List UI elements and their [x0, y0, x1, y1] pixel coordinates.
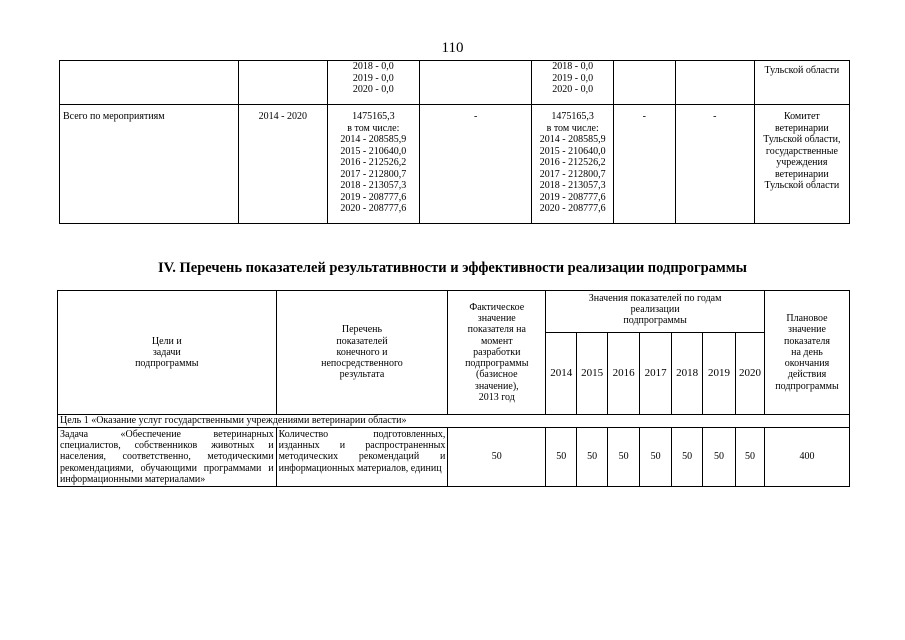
header-line: значение: [788, 324, 826, 336]
header-indicator-list: [276, 291, 448, 415]
funding-line: 2015 - 210640,0: [340, 145, 407, 157]
year-header: 2016: [608, 333, 640, 415]
header-actual-value: [448, 291, 546, 415]
header-line: на день: [791, 346, 823, 358]
task-row: [58, 428, 850, 487]
funding-line: 2020 - 0,0: [352, 84, 394, 95]
goal-row: [58, 415, 850, 428]
year-header: 2020: [736, 333, 765, 415]
funding-years-cell: [327, 61, 419, 105]
funding-line: 2015 - 210640,0: [539, 145, 606, 157]
executor-line: ветеринарии: [775, 122, 829, 134]
executor-line: государственные: [765, 145, 838, 157]
table-cell: [60, 61, 239, 105]
funding-line: 2019 - 208777,6: [539, 191, 606, 203]
funding-line: 2018 - 213057,3: [539, 180, 606, 191]
dash-cell: -: [675, 105, 754, 224]
year-header: 2018: [672, 333, 703, 415]
header-planned-value: [765, 291, 850, 415]
funding-line: 2014 - 208585,9: [340, 134, 407, 145]
header-line: показателя: [783, 335, 831, 347]
funding-years-cell: [532, 61, 613, 105]
header-line: момент: [480, 335, 513, 347]
header-line: (базисное: [476, 369, 518, 381]
funding-line: 2019 - 0,0: [552, 72, 594, 84]
year-header: 2019: [703, 333, 736, 415]
executor-line: ветеринарии: [775, 168, 829, 180]
header-line: результата: [339, 369, 385, 381]
header-line: Цели и: [151, 335, 182, 347]
table-cell: [419, 61, 531, 105]
indicators-table: [57, 290, 850, 487]
header-line: реализации: [630, 304, 680, 316]
funding-line: 2017 - 212800,7: [340, 168, 407, 180]
header-line: задачи: [152, 346, 181, 358]
year-value: 50: [608, 428, 640, 487]
total-funding-cell: [327, 105, 419, 224]
year-value: 50: [703, 428, 736, 487]
header-line: 2013 год: [478, 391, 515, 403]
table-cell: [613, 61, 675, 105]
funding-line: 2016 - 212526,2: [539, 157, 606, 168]
header-line: Значения показателей по годам: [588, 293, 722, 304]
executor-line: учреждения: [776, 157, 828, 168]
table-row: [60, 61, 850, 105]
table-row: [60, 105, 850, 224]
total-label: Всего по мероприятиям: [60, 105, 239, 224]
funding-line: 2014 - 208585,9: [539, 134, 606, 145]
header-line: конечного и: [336, 346, 388, 358]
funding-table: [59, 60, 850, 224]
header-line: окончания: [784, 358, 830, 370]
funding-line: 2020 - 0,0: [552, 84, 594, 95]
header-line: значение: [477, 313, 516, 325]
funding-line: в том числе:: [546, 122, 599, 134]
header-values-by-year: [546, 291, 765, 333]
year-value: 50: [577, 428, 608, 487]
year-header: 2015: [577, 333, 608, 415]
section-heading: IV. Перечень показателей результативности и эффективности реализации подпрограммы: [158, 260, 747, 276]
year-value: 50: [736, 428, 765, 487]
header-row: [58, 291, 850, 333]
table-cell: [238, 61, 327, 105]
funding-line: 2020 - 208777,6: [539, 203, 606, 214]
dash-cell: -: [613, 105, 675, 224]
funding-line: 1475165,3: [551, 111, 594, 122]
page-number: 110: [441, 40, 464, 56]
year-value: 50: [546, 428, 577, 487]
funding-line: 1475165,3: [352, 111, 395, 122]
funding-line: 2016 - 212526,2: [340, 157, 407, 168]
table-cell: [675, 61, 754, 105]
header-line: значение),: [474, 380, 519, 392]
budget-funding-cell: [532, 105, 613, 224]
header-line: Плановое: [786, 313, 828, 325]
actual-value: 50: [448, 428, 546, 487]
header-line: подпрограммы: [775, 380, 839, 392]
funding-line: 2020 - 208777,6: [340, 203, 407, 214]
executor-line: Тульской области: [764, 180, 840, 191]
executor-cell: Тульской области: [754, 61, 849, 105]
funding-line: 2018 - 213057,3: [340, 180, 407, 191]
indicator-text: Количество подготовленных, изданных и распространенных методических рекомендаций и информационных материалов, единиц: [276, 428, 448, 487]
header-line: Фактическое: [469, 302, 525, 314]
goal-text: Цель 1 «Оказание услуг государственными учреждениями ветеринарии области»: [58, 415, 850, 428]
year-header: 2014: [546, 333, 577, 415]
header-line: показателей: [336, 335, 388, 347]
funding-line: 2019 - 0,0: [352, 72, 394, 84]
header-line: подпрограммы: [623, 315, 687, 327]
header-line: подпрограммы: [465, 358, 529, 370]
funding-line: 2018 - 0,0: [352, 61, 394, 72]
funding-line: 2017 - 212800,7: [539, 168, 606, 180]
funding-line: 2018 - 0,0: [552, 61, 594, 72]
funding-line: в том числе:: [347, 122, 400, 134]
header-line: непосредственного: [321, 358, 403, 370]
executor-cell: [754, 105, 849, 224]
year-value: 50: [640, 428, 672, 487]
year-header: 2017: [640, 333, 672, 415]
header-line: показателя на: [467, 324, 526, 336]
header-line: действия: [787, 369, 827, 381]
dash-cell: -: [419, 105, 531, 224]
task-text: Задача «Обеспечение ветеринарных специалистов, собственников животных и населения, соответственно, методическими рекомендациями, обучающими программами и информационными материалами»: [58, 428, 277, 487]
header-line: Перечень: [341, 324, 383, 336]
period-cell: 2014 - 2020: [238, 105, 327, 224]
executor-line: Комитет: [783, 111, 820, 122]
header-line: подпрограммы: [135, 358, 199, 370]
executor-line: Тульской области,: [763, 134, 841, 145]
year-value: 50: [672, 428, 703, 487]
header-goals: [58, 291, 277, 415]
funding-line: 2019 - 208777,6: [340, 191, 407, 203]
planned-value: 400: [765, 428, 850, 487]
header-line: разработки: [473, 346, 521, 358]
